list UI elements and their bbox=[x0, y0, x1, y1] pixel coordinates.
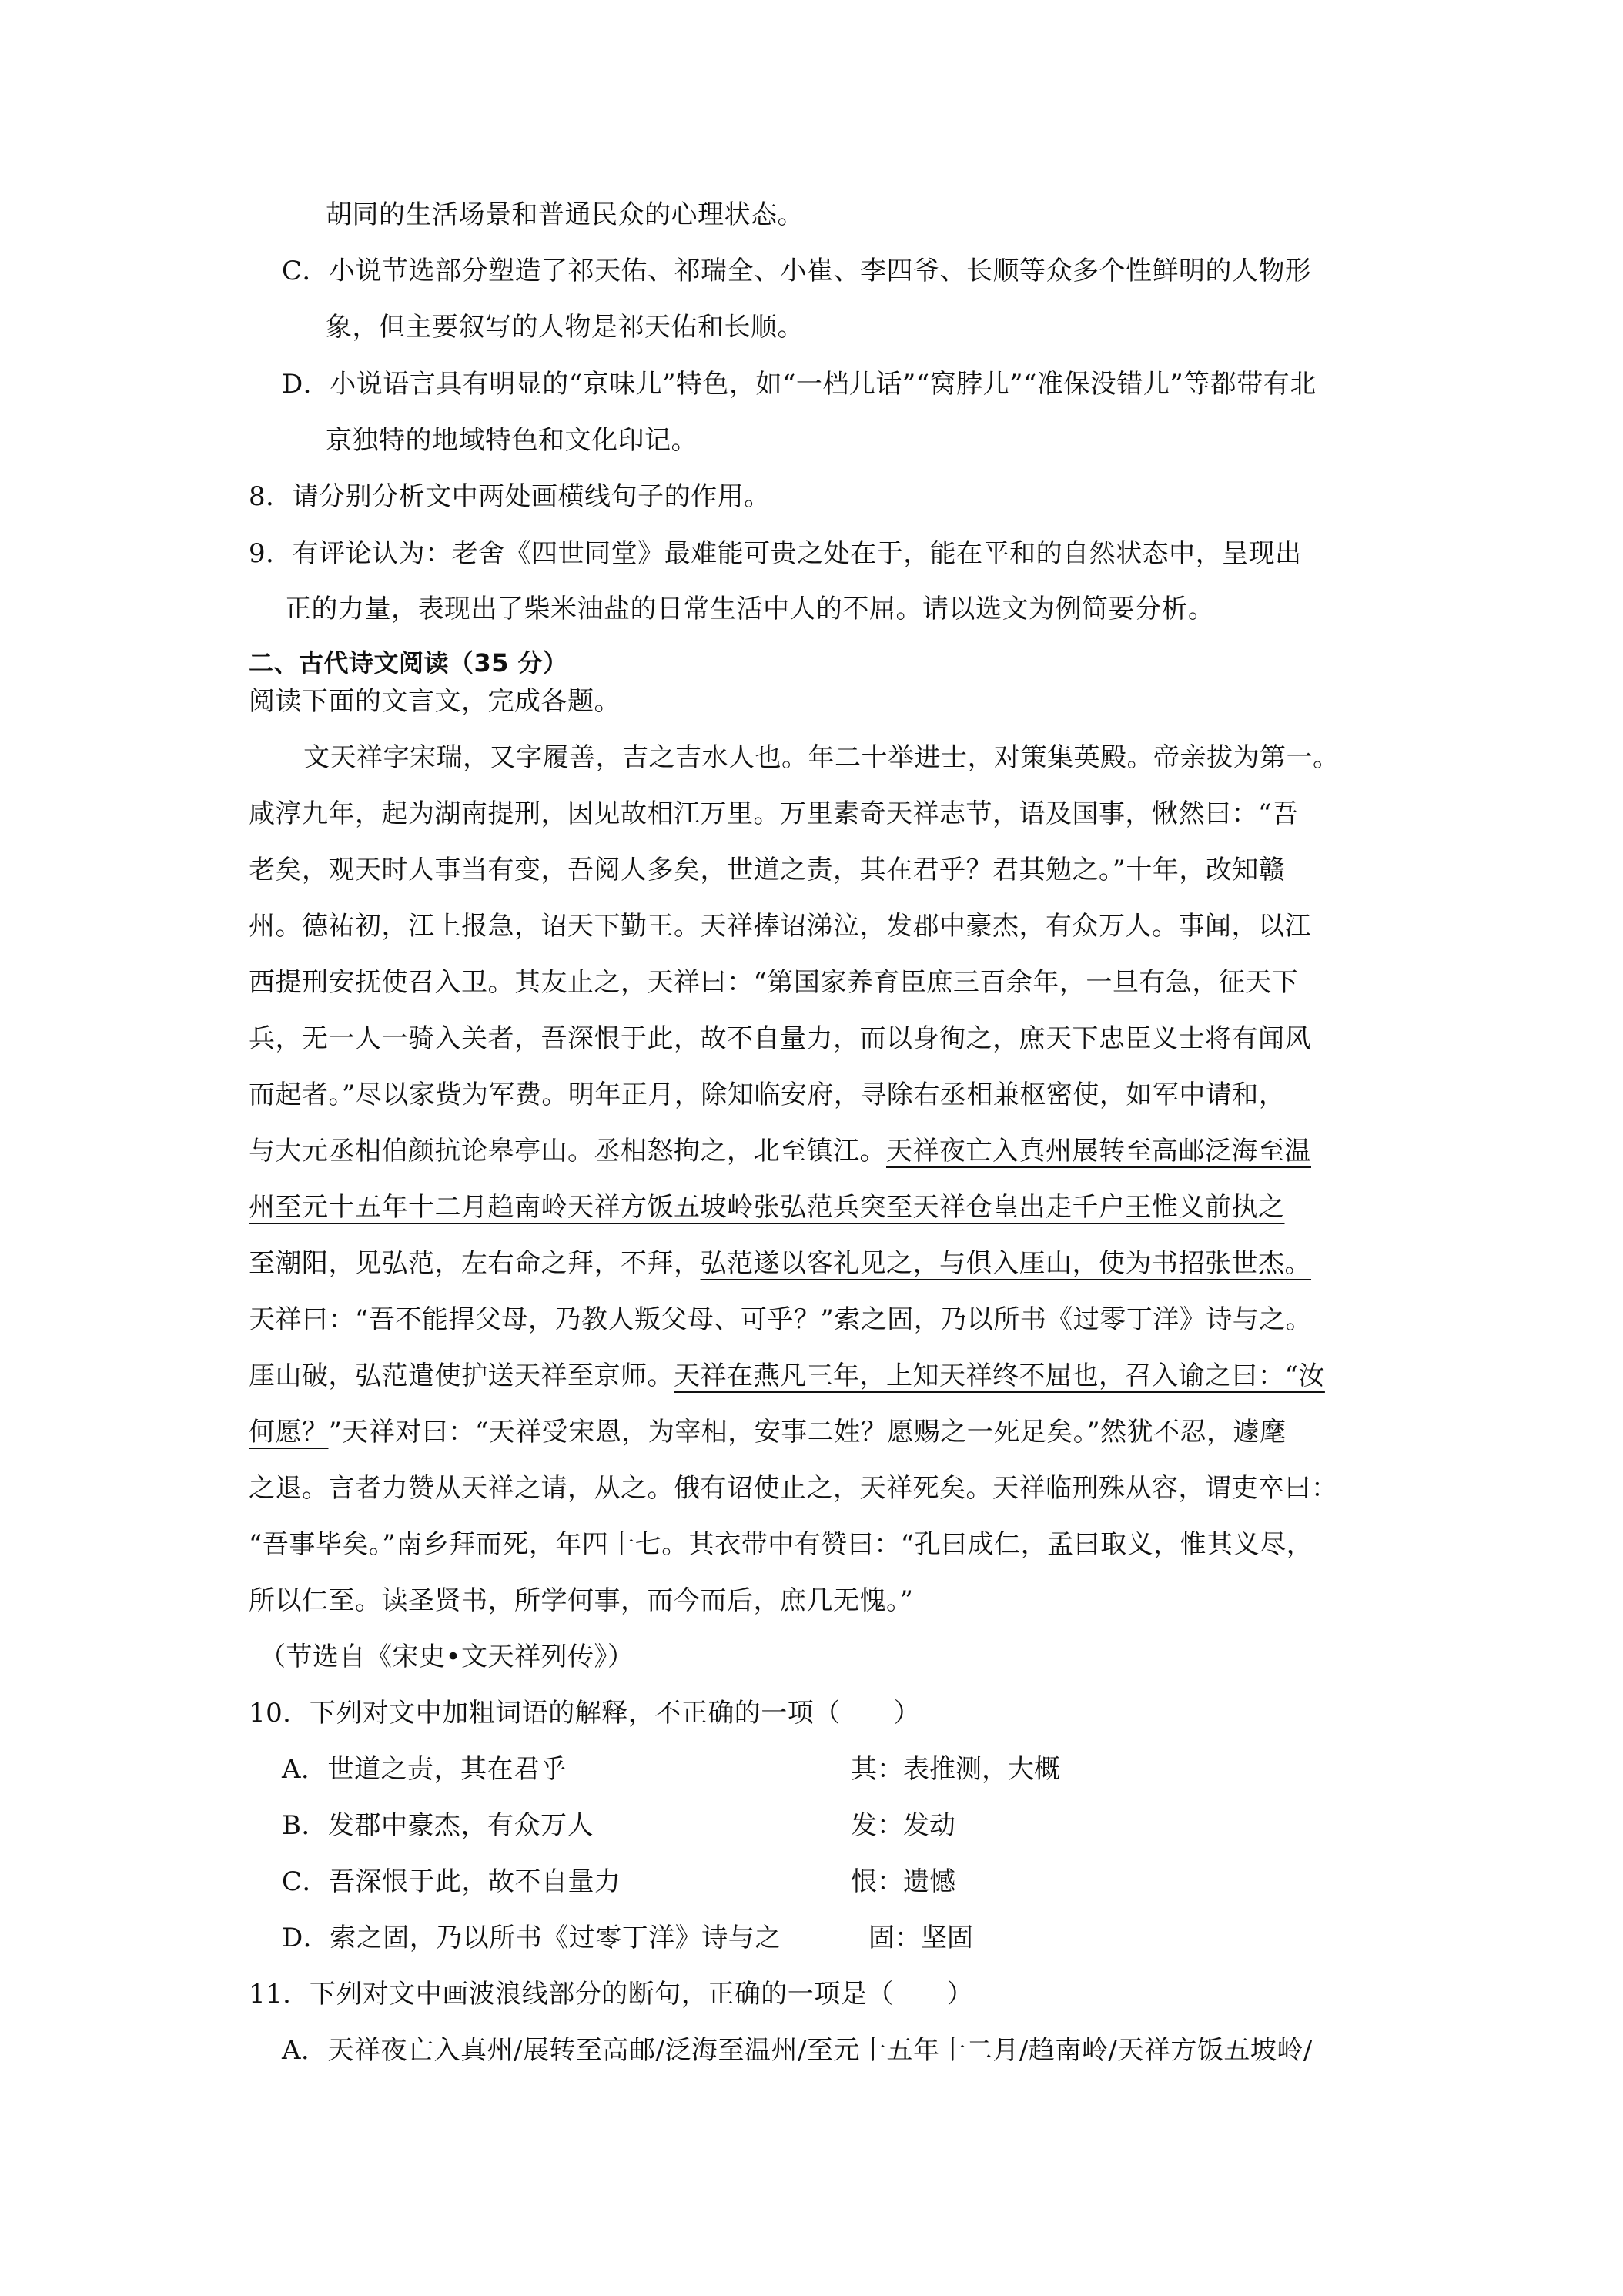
passage-line bbox=[249, 1416, 1287, 1448]
passage-line: 西提刑安抚使召入卫。其友止之，天祥曰：“第国家养育臣庶三百余年，一旦有急，征天下 bbox=[249, 967, 1299, 998]
question-8: 8．请分别分析文中两处画横线句子的作用。 bbox=[249, 481, 771, 512]
question-10: 10．下列对文中加粗词语的解释，不正确的一项（ ） bbox=[249, 1698, 921, 1729]
q10-option-b-gloss: 发：发动 bbox=[851, 1810, 955, 1841]
passage-line bbox=[249, 1360, 1325, 1392]
passage-text: 与大元丞相伯颜抗论皋亭山。丞相怒拘之，北至镇江。 bbox=[249, 1136, 886, 1166]
q10-option-b: B．发郡中豪杰，有众万人 bbox=[282, 1810, 594, 1841]
underlined-sentence-2-end: 何愿？ bbox=[249, 1417, 329, 1448]
passage-line: 州。德祐初，江上报急，诏天下勤王。天祥捧诏涕泣，发郡中豪杰，有众万人。事闻，以江 bbox=[249, 911, 1311, 942]
passage-line: 所以仁至。读圣贤书，所学何事，而今而后，庶几无愧。” bbox=[249, 1585, 914, 1616]
passage-line: 天祥曰：“吾不能捍父母，乃教人叛父母、可乎？”索之固，乃以所书《过零丁洋》诗与之。 bbox=[249, 1304, 1313, 1335]
q10-option-d-gloss: 固：坚固 bbox=[868, 1923, 973, 1953]
passage-line: “吾事毕矣。”南乡拜而死，年四十七。其衣带中有赞曰：“孔曰成仁，孟曰取义，惟其义尽， bbox=[249, 1529, 1313, 1560]
q7-option-c-continuation: 象，但主要叙写的人物是祁天佑和长顺。 bbox=[326, 312, 804, 343]
passage-line: 而起者。”尽以家赀为军费。明年正月，除知临安府，寻除右丞相兼枢密使，如军中请和， bbox=[249, 1079, 1286, 1110]
q7-option-c: C．小说节选部分塑造了祁天佑、祁瑞全、小崔、李四爷、长顺等众多个性鲜明的人物形 bbox=[282, 256, 1312, 286]
passage-text: ”天祥对曰：“天祥受宋恩，为宰相，安事二姓？愿赐之一死足矣。”然犹不忍，遽麾 bbox=[328, 1417, 1287, 1448]
wavy-line-text: 天祥夜亡入真州展转至高邮泛海至温 bbox=[886, 1136, 1311, 1166]
section-2-heading: 二、古代诗文阅读（35 分） bbox=[249, 648, 568, 678]
q11-option-a: A．天祥夜亡入真州/展转至高邮/泛海至温州/至元十五年十二月/趋南岭/天祥方饭五坡岭/ bbox=[282, 2035, 1313, 2066]
wavy-line-text: 州至元十五年十二月趋南岭天祥方饭五坡岭张弘范兵突至天祥仓皇出走千户王惟义前执之 bbox=[249, 1192, 1285, 1223]
underlined-sentence-1: 弘范遂以客礼见之，与俱入厓山，使为书招张世杰。 bbox=[700, 1248, 1311, 1279]
passage-line: 之退。言者力赞从天祥之请，从之。俄有诏使止之，天祥死矣。天祥临刑殊从容，谓吏卒曰： bbox=[249, 1473, 1338, 1504]
passage-source: （节选自《宋史•文天祥列传》） bbox=[259, 1642, 634, 1672]
passage-line: 老矣，观天时人事当有变，吾阅人多矣，世道之责，其在君乎？君其勉之。”十年，改知赣 bbox=[249, 855, 1286, 885]
underlined-sentence-2: 天祥在燕凡三年，上知天祥终不屈也，召入谕之曰：“汝 bbox=[674, 1361, 1325, 1391]
passage-line: 文天祥字宋瑞，又字履善，吉之吉水人也。年二十举进士，对策集英殿。帝亲拔为第一。 bbox=[303, 742, 1340, 773]
q7-option-d-continuation: 京独特的地域特色和文化印记。 bbox=[326, 425, 698, 456]
q10-option-a: A．世道之责，其在君乎 bbox=[282, 1754, 567, 1785]
q7-option-b-continuation: 胡同的生活场景和普通民众的心理状态。 bbox=[326, 199, 804, 230]
question-9-continuation: 正的力量，表现出了柴米油盐的日常生活中人的不屈。请以选文为例简要分析。 bbox=[285, 594, 1215, 624]
q7-option-d: D．小说语言具有明显的“京味儿”特色，如“一档儿话”“窝脖儿”“准保没错儿”等都带有北 bbox=[282, 369, 1317, 400]
passage-text: 厓山破，弘范遣使护送天祥至京师。 bbox=[249, 1361, 674, 1391]
q10-option-c-gloss: 恨：遗憾 bbox=[851, 1866, 955, 1897]
passage-line: 兵，无一人一骑入关者，吾深恨于此，故不自量力，而以身徇之，庶天下忠臣义士将有闻风 bbox=[249, 1023, 1311, 1054]
passage-line bbox=[249, 1135, 1311, 1167]
question-11: 11．下列对文中画波浪线部分的断句，正确的一项是（ ） bbox=[249, 1979, 974, 2010]
passage-line bbox=[249, 1247, 1311, 1280]
passage-line: 咸淳九年，起为湖南提刑，因见故相江万里。万里素奇天祥志节，语及国事，愀然曰：“吾 bbox=[249, 798, 1299, 829]
section-2-instruction: 阅读下面的文言文，完成各题。 bbox=[249, 686, 621, 717]
q10-option-d: D．索之固，乃以所书《过零丁洋》诗与之 bbox=[282, 1923, 781, 1953]
q10-option-a-gloss: 其：表推测，大概 bbox=[851, 1754, 1060, 1785]
question-9: 9．有评论认为：老舍《四世同堂》最难能可贵之处在于，能在平和的自然状态中，呈现出 bbox=[249, 538, 1302, 569]
passage-text: 至潮阳，见弘范，左右命之拜，不拜， bbox=[249, 1248, 701, 1279]
q10-option-c: C．吾深恨于此，故不自量力 bbox=[282, 1866, 621, 1897]
passage-line bbox=[249, 1191, 1285, 1223]
